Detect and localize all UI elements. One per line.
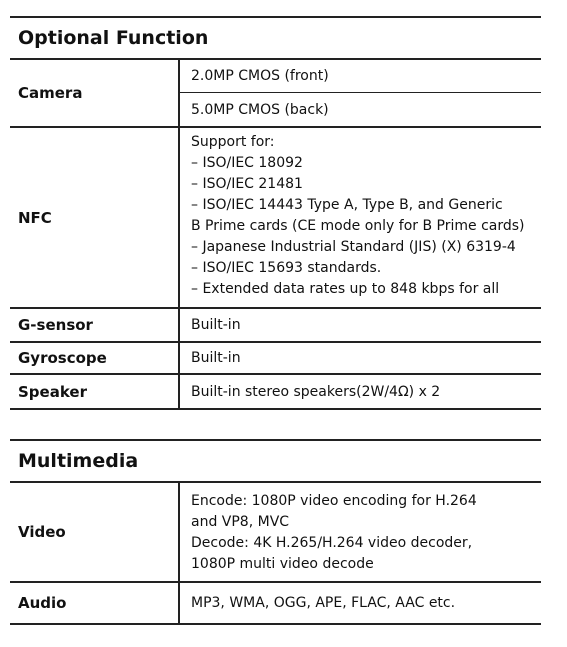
- video-line: Encode: 1080P video encoding for H.264: [191, 493, 477, 509]
- nfc-line: – ISO/IEC 21481: [191, 176, 303, 192]
- optional-function-section: [10, 16, 541, 410]
- gsensor-value: Built-in: [191, 317, 241, 333]
- speaker-label: Speaker: [10, 375, 180, 408]
- gyroscope-label: Gyroscope: [10, 343, 180, 373]
- nfc-row: [10, 128, 541, 309]
- video-line: Decode: 4K H.265/H.264 video decoder,: [191, 535, 473, 551]
- audio-row: [10, 583, 541, 625]
- nfc-line: – ISO/IEC 14443 Type A, Type B, and Generic: [191, 197, 503, 213]
- camera-label: Camera: [10, 60, 180, 126]
- gsensor-label: G-sensor: [10, 309, 180, 341]
- gsensor-row: [10, 309, 541, 343]
- nfc-line: – Extended data rates up to 848 kbps for all: [191, 281, 500, 297]
- speaker-value: Built-in stereo speakers(2W/4Ω) x 2: [191, 383, 441, 400]
- section-title: Optional Function: [10, 16, 541, 60]
- multimedia-section: [10, 439, 541, 625]
- gyroscope-value: Built-in: [191, 350, 241, 366]
- camera-back: 5.0MP CMOS (back): [191, 101, 329, 118]
- nfc-line: B Prime cards (CE mode only for B Prime cards): [191, 218, 525, 234]
- camera-front: 2.0MP CMOS (front): [180, 60, 541, 93]
- camera-row: [10, 60, 541, 128]
- video-line: 1080P multi video decode: [191, 556, 374, 572]
- nfc-line: Support for:: [191, 134, 275, 150]
- section-title: Multimedia: [10, 439, 541, 483]
- video-label: Video: [10, 483, 180, 581]
- nfc-line: – ISO/IEC 15693 standards.: [191, 260, 382, 276]
- nfc-label: NFC: [10, 128, 180, 307]
- gyroscope-row: [10, 343, 541, 375]
- video-line: and VP8, MVC: [191, 514, 290, 530]
- video-value: [180, 483, 541, 581]
- speaker-row: [10, 375, 541, 410]
- audio-value: MP3, WMA, OGG, APE, FLAC, AAC etc.: [191, 595, 456, 611]
- nfc-line: – Japanese Industrial Standard (JIS) (X) 6319-4: [191, 239, 516, 255]
- nfc-value: [180, 128, 541, 307]
- video-row: [10, 483, 541, 583]
- audio-label: Audio: [10, 583, 180, 623]
- nfc-line: – ISO/IEC 18092: [191, 155, 303, 171]
- camera-values: [180, 60, 541, 126]
